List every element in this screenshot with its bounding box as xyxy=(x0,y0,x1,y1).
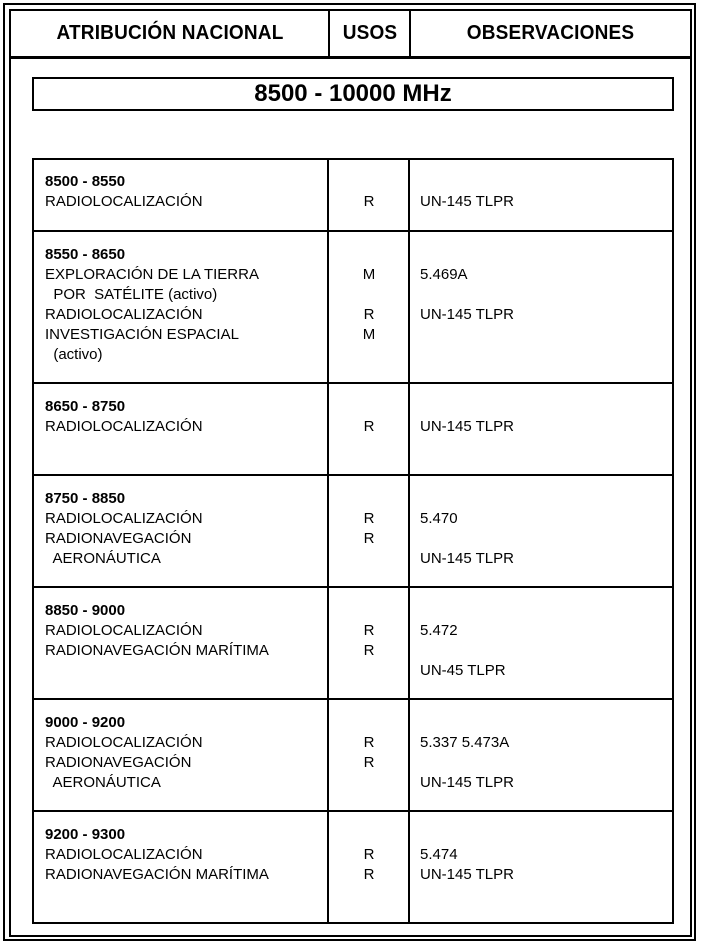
use-code: R xyxy=(363,193,375,210)
observation-note: UN-145 TLPR xyxy=(420,193,514,210)
observation-note: 5.474 xyxy=(420,846,458,863)
observation-note: 5.470 xyxy=(420,510,458,527)
table-row-divider xyxy=(32,586,674,588)
header-observations: OBSERVACIONES xyxy=(466,22,635,44)
allocation-service: RADIONAVEGACIÓN xyxy=(45,754,192,771)
header-divider xyxy=(409,9,411,57)
observation-note: 5.469A xyxy=(420,266,468,283)
band-range: 9200 - 9300 xyxy=(45,826,126,843)
header-divider xyxy=(328,9,330,57)
allocation-service: RADIOLOCALIZACIÓN xyxy=(45,622,203,639)
allocation-service: RADIOLOCALIZACIÓN xyxy=(45,510,203,527)
use-code: R xyxy=(363,530,375,547)
band-range: 8650 - 8750 xyxy=(45,398,126,415)
use-code: M xyxy=(362,326,376,343)
observation-note: UN-45 TLPR xyxy=(420,662,506,679)
allocation-service: EXPLORACIÓN DE LA TIERRA xyxy=(45,266,259,283)
band-range: 8750 - 8850 xyxy=(45,490,126,507)
allocation-service: RADIOLOCALIZACIÓN xyxy=(45,418,203,435)
use-code: R xyxy=(363,622,375,639)
use-code: R xyxy=(363,510,375,527)
allocation-service: RADIONAVEGACIÓN MARÍTIMA xyxy=(45,642,269,659)
observation-note: 5.472 xyxy=(420,622,458,639)
allocation-service: AERONÁUTICA xyxy=(45,774,161,791)
allocation-service: RADIOLOCALIZACIÓN xyxy=(45,734,203,751)
allocation-service: RADIONAVEGACIÓN xyxy=(45,530,192,547)
band-range: 8850 - 9000 xyxy=(45,602,126,619)
use-code: M xyxy=(362,266,376,283)
allocation-service: RADIONAVEGACIÓN MARÍTIMA xyxy=(45,866,269,883)
band-range: 9000 - 9200 xyxy=(45,714,126,731)
observation-note: 5.337 5.473A xyxy=(420,734,510,751)
band-range: 8550 - 8650 xyxy=(45,246,126,263)
use-code: R xyxy=(363,734,375,751)
use-code: R xyxy=(363,642,375,659)
allocation-service: RADIOLOCALIZACIÓN xyxy=(45,193,203,210)
header-allocation: ATRIBUCIÓN NACIONAL xyxy=(56,22,284,44)
use-code: R xyxy=(363,418,375,435)
allocation-service: RADIOLOCALIZACIÓN xyxy=(45,306,203,323)
allocation-service: RADIOLOCALIZACIÓN xyxy=(45,846,203,863)
allocation-service: (activo) xyxy=(45,346,103,363)
observation-note: UN-145 TLPR xyxy=(420,550,514,567)
use-code: R xyxy=(363,754,375,771)
table-row-divider xyxy=(32,698,674,700)
header-uses: USOS xyxy=(342,22,398,44)
observation-note: UN-145 TLPR xyxy=(420,774,514,791)
band-range: 8500 - 8550 xyxy=(45,173,126,190)
allocation-service: INVESTIGACIÓN ESPACIAL xyxy=(45,326,239,343)
observation-note: UN-145 TLPR xyxy=(420,866,514,883)
use-code: R xyxy=(363,866,375,883)
observation-note: UN-145 TLPR xyxy=(420,306,514,323)
allocation-service: AERONÁUTICA xyxy=(45,550,161,567)
observation-note: UN-145 TLPR xyxy=(420,418,514,435)
table-row-divider xyxy=(32,230,674,232)
table-row-divider xyxy=(32,810,674,812)
use-code: R xyxy=(363,306,375,323)
allocation-service: POR SATÉLITE (activo) xyxy=(45,286,218,303)
use-code: R xyxy=(363,846,375,863)
table-row-divider xyxy=(32,474,674,476)
band-title: 8500 - 10000 MHz xyxy=(32,77,674,111)
header-rule xyxy=(9,56,692,59)
table-row-divider xyxy=(32,382,674,384)
